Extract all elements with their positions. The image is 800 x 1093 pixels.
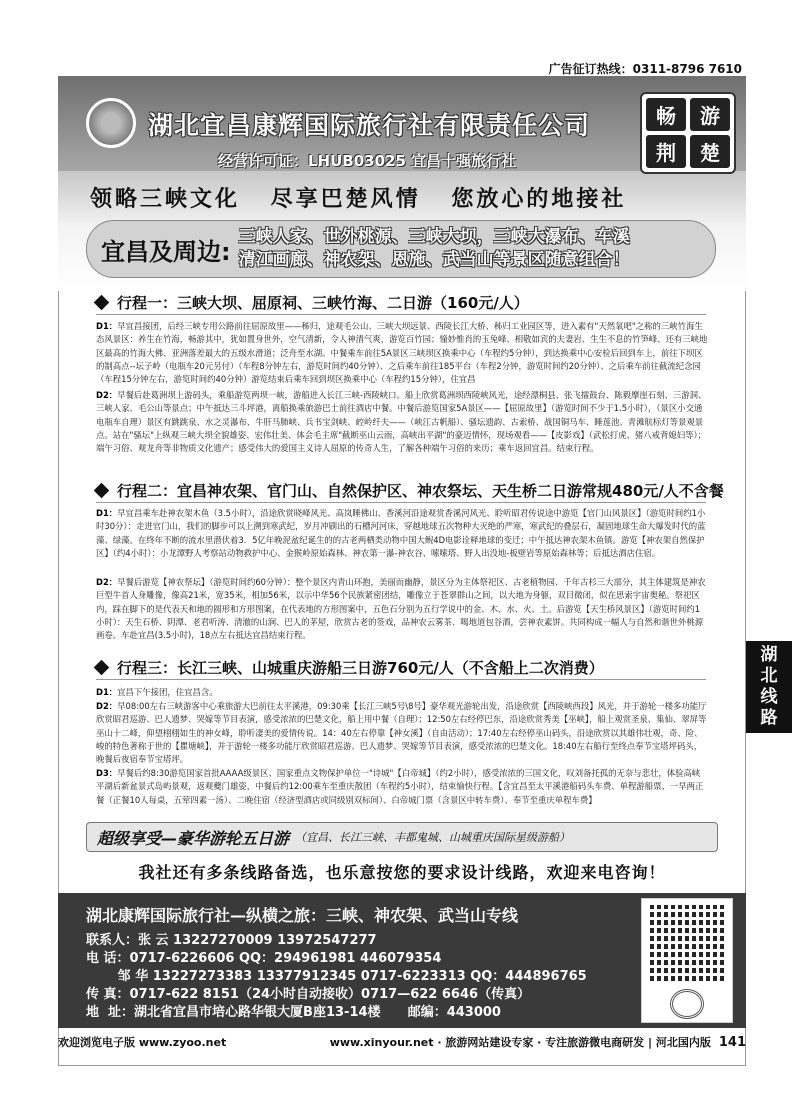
- company-name: 湖北宜昌康辉国际旅行社有限责任公司: [148, 111, 591, 140]
- route-title: 行程三：长江三峡、山城重庆游船三日游760元/人（不含船上二次消费）: [96, 657, 604, 678]
- route-day: D3：早餐后约8:30游览国家首批AAAA级景区、国家重点文物保护单位一"诗城"【白帝城】（约2小时），感受浓浓的三国文化，叹刘备托孤的无奈与悲壮，体验高峡平湖后新盆景式岛屿景观，返观夔门雄姿，中餐后约12:00乘车至重庆散团（车程约5小时），结束愉快行程。【含宜昌至太平溪港船码头车费、单程游船票、一早两正餐（正餐10人每桌，五荤四素一汤）、二晚住宿（经济型酒店或同级别双标间）、白帝城门票（含景区中转车费）、奉节至重庆单程车费】: [96, 768, 704, 805]
- contact-panel: [58, 893, 746, 1028]
- company-logo: [86, 98, 136, 148]
- yichang-line: 三峡人家、世外桃源、三峡大坝，三峡大瀑布、车溪: [238, 227, 630, 247]
- ad-hotline: 广告征订热线：0311-8796 7610: [548, 62, 742, 76]
- footer-right: www.xinyour.net · 旅游网站建设专家 · 专注旅游微电商研发 | 河北国内版 141: [329, 1035, 746, 1050]
- super-cruise-banner: [86, 822, 718, 852]
- super-subtitle: （宜昌、长江三峡、丰都鬼城、山城重庆国际星级游船）: [295, 831, 571, 844]
- route-day: D1：宜昌下午接团，住宜昌含。: [96, 687, 218, 697]
- contact-row: 邹 华 13227273383 13377912345 0717-6223313 QQ：444896765: [86, 969, 587, 984]
- tag-char: 荆: [646, 135, 686, 168]
- route-day: D1：早宜昌接团，后经三峡专用公路前往屈原故里——秭归，途观毛公山、三峡大坝远景、西陵长江大桥、秭归工业园区等，进入素有"天然氧吧"之称的三峡竹海生态风景区：养生在竹海，畅游其中，犹如置身世外，空气清新，令人神清气爽，游览百竹园；憧妙惟肖的玉兔峰、相敬如宾的夫妻岩、生生不息的竹笋峰、还有三峡地区最高的竹海大佛、亚洲落差最大的五级水滑道；泛舟至水湖。中餐乘车前往5A景区三峡坝区换乘中心（车程约5分钟），到达换乘中心安检后回到车上，前往下坝区的制高点--坛子岭（电瓶车20元另付）（车程8分钟左右，游览时间约40分钟）、之后乘车前往185平台（车程2分钟，游览时间约20分钟）、之后乘车前往截流纪念园（车程15分钟左右，游览时间约40分钟）游览结束后乘车回到坝区换乘中心（车程约15分钟），住宜昌: [96, 321, 708, 385]
- route-day: D2：早08:00左右三峡游客中心乘旅游大巴前往太平溪港，09:30乘【长江三峡5号\8号】豪华观光游轮出发，沿途欣赏【西陵峡西段】风光，并于游轮一楼多功能厅欣赏昭君巡游、巴人遗梦、哭嫁等节目表演，感受浓浓的巴楚文化，船上用中餐（自理）；12:50左右经停巴东，沿途欣赏秀美【巫峡】，船上观赏圣泉、集仙、翠屏等巫山十二峰，仰望栩栩如生的神女峰，聆听凄美的爱情传说。14：40左右停靠【神女溪】（自由活动）；17:40左右经停巫山码头，沿途欣赏以其雄伟壮观，奇、险、峻的特色著称于世的【瞿塘峡】，并于游轮一楼多功能厅欣赏昭君巡游、巴人遗梦、哭嫁等节目表演，感受浓浓的巴楚文化。18:40左右船行至终点奉节宝塔坪码头，晚餐后夜宿奉节宝塔坪。: [96, 701, 707, 765]
- slogan: 领略三峡文化 尽享巴楚风情 您放心的地接社: [90, 187, 627, 212]
- yichang-line: 清江画廊、神农架、恩施、武当山等景区随意组合！: [238, 250, 630, 270]
- tag-char: 畅: [646, 98, 686, 131]
- route-day: D2：早餐后游览【神农祭坛】（游览时间约60分钟）：整个景区内青山环抱，美丽而幽静，景区分为主体祭祀区、古老植物园、千年古杉三大部分，其主体建筑是神农巨型牛首人身雕像，像高21米，宽35米，相加56米，以示中华56个民族紧密团结，雕像立于苍翠群山之间，以大地为身躯，双目微闭，似在思索宇宙奥秘。祭祀区内，踩在脚下的是代表天和地的圆形和方形图案，在代表地的方形图案中，五色石分别为五行学说中的金、木、水、火、土。后游览【天生桥风景区】（游览时间约1小时）：天生石桥、阴潭、老君听涛、清澈的山涧、巴人的茅屋，欣赏古老的签戏，品神农云雾茶、喝地道包谷酒，尝神农素饼。共同构成一幅人与自然和谐世外桃源画卷。车赴宜昌(3.5小时)，18点左右抵达宜昌结束行程。: [96, 577, 706, 641]
- super-title: 超级享受—豪华游轮五日游: [97, 828, 290, 848]
- divider: [96, 502, 706, 503]
- side-tab: 湖 北 线 路: [746, 641, 792, 733]
- tag-box: [640, 92, 736, 174]
- route-day: D1：早宜昌乘车赴神农架木鱼（3.5小时），沿途欣赏晓峰风光、高岚睡佛山、香溪河沿途观赏香溪河风光、聆听昭君传说途中游览【官门山风景区】（游览时间约1小时30分）：走进官门山，我们的脚步可以上溯到寒武纪，岁月冲刷出的石槽河河床，穿越地球五次物种大灭绝的严寒，寒武纪的叠层石，凝固地球生命大爆发时代的蓝藻、绿藻。在终年不断的流水里潜伏着3．5亿年晚泥盆纪诞生的的古老两栖类动物中国大鲵4D电影诠释地球的变迁；中午抵达神农架木鱼镇。游览【神农架自然保护区】（约4小时）：小龙潭野人考察站动物救护中心、金猴岭原始森林、神农第一瀑-神农谷、嗦嗦塔、野人出没地-板壁岩等原始森林等；后抵达酒店住宿。: [96, 508, 706, 558]
- route-title: 行程二：宜昌神农架、官门山、自然保护区、神农祭坛、天生桥二日游常规480元/人不含餐: [96, 480, 724, 501]
- contact-row: 地 址：湖北省宜昌市培心路华银大厦B座13-14楼 邮编：443000: [86, 1005, 501, 1020]
- diamond-icon: [94, 660, 110, 676]
- contact-row: 传 真：0717-622 8151（24小时自动接收）0717—622 6646（传真）: [86, 987, 531, 1002]
- diamond-icon: [94, 295, 110, 311]
- route-title: 行程一：三峡大坝、屈原祠、三峡竹海、二日游（160元/人）: [96, 292, 529, 313]
- fingerprint-icon: [670, 989, 704, 1019]
- page-number: 141: [718, 1035, 746, 1050]
- footer-left: 欢迎浏览电子版 www.zyoo.net: [58, 1036, 227, 1049]
- route-day: D2：早餐后赴葛洲坝上游码头，乘船游览两坝一峡，游船进入长江三峡-西陵峡口。船上欣赏葛洲坝西陵峡风光，途经漂桐县、张飞擂鼓台、陈毅摩崖石刻、三游洞、三峡人家、毛公山等景点；中午抵达三斗坪港，离船换乘旅游巴士前往酒店中餐。中餐后游览国家5A景区——【屈原故里】（游览时间不少于1.5小时），（景区小交通电瓶车自理）景区有跳跳泉、水之灵瀑布、牛肝马肺峡、兵书宝剑峡、崆岭纤夫——（峡江古帆船）、骚坛遗韵、古索桥、战国铜马车、睡莲池、青滩航标灯等景观景点。站在"骚坛"上纵观三峡大坝全貌雄姿、宏伟壮美、体会毛主席"截断巫山云雨，高峡出平湖"的豪迈情怀，现场观看——【皮影戏】（武松打虎、猪八戒背媳妇等）；端午习俗、观龙舟等非物质文化遗产；感受伟大的爱国主义诗人屈原的传奇人生，了解各种端午习俗的来历；乘车返回宜昌。结束行程。: [96, 390, 707, 454]
- license-text: 经营许可证：LHUB03025 宜昌十强旅行社: [218, 152, 517, 170]
- more-routes-text: 我社还有多条线路备选，也乐意按您的要求设计线路，欢迎来电咨询！: [138, 863, 666, 882]
- contact-row: 电 话：0717-6226606 QQ：294961981 446079354: [86, 951, 442, 966]
- tag-char: 游: [690, 98, 730, 131]
- qr-code-icon: [641, 898, 733, 1023]
- yichang-label: 宜昌及周边:: [101, 237, 231, 266]
- divider: [96, 679, 706, 680]
- tag-char: 楚: [690, 135, 730, 168]
- divider: [96, 314, 706, 315]
- diamond-icon: [94, 483, 110, 499]
- contact-title: 湖北康辉国际旅行社—纵横之旅：三峡、神农架、武当山专线: [86, 906, 519, 925]
- contact-row: 联系人：张 云 13227270009 13972547277: [86, 933, 377, 948]
- yichang-text: [239, 226, 630, 272]
- yichang-box: [86, 220, 716, 278]
